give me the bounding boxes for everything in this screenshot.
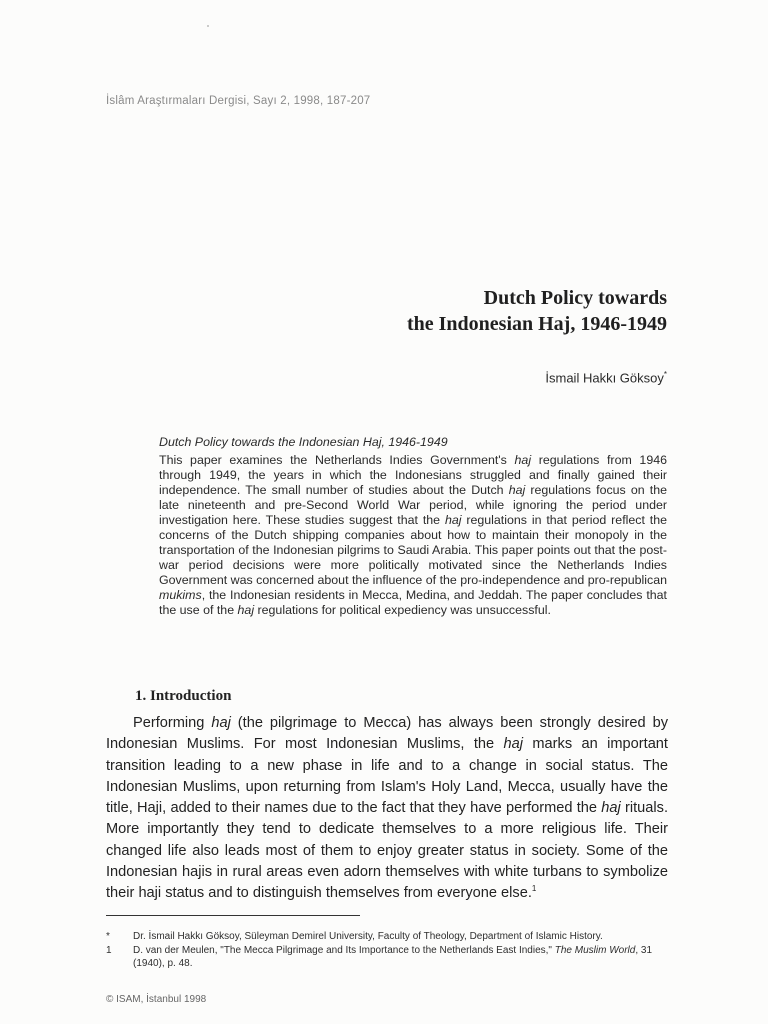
footnotes xyxy=(106,930,671,971)
body-text: Performing xyxy=(133,715,212,731)
abstract-text: regulations from 1946 through 1949, the years in which the Indonesians struggled and finally gained their independence. The small number of studies about the Dutch xyxy=(159,453,667,497)
abstract-text: regulations for political expediency was unsuccessful. xyxy=(254,603,551,617)
footnote-mark: 1 xyxy=(106,944,112,956)
author-footnote-mark: * xyxy=(663,370,667,379)
footnote-text: Dr. İsmail Hakkı Göksoy, Süleyman Demirel University, Faculty of Theology, Department of Islamic History. xyxy=(133,931,603,942)
copyright: © ISAM, İstanbul 1998 xyxy=(106,994,207,1005)
article-title-line-1: Dutch Policy towards xyxy=(483,287,667,309)
article-title xyxy=(147,285,667,337)
body-text: marks an important transition leading to a new phase in life and to a change in social status. The Indonesian Muslims, upon returning from Islam's Holy Land, Mecca, usually have the title, Haji, added to their names due to the fact that they have performed the xyxy=(106,736,668,817)
footnote-reference[interactable]: 1 xyxy=(531,884,537,894)
abstract-text: , the Indonesian residents in Mecca, Medina, and Jeddah. The paper concludes that the use of the xyxy=(159,588,667,617)
body-term: haj xyxy=(601,800,621,817)
article-title-line-2: the Indonesian Haj, 1946-1949 xyxy=(406,313,667,335)
body-text: (the pilgrimage to Mecca) has always been strongly desired by Indonesian Muslims. For most Indonesian Muslims, the xyxy=(106,715,668,753)
body-term: haj xyxy=(503,736,523,753)
abstract-text: regulations focus on the late nineteenth and pre-Second World War period, while ignoring the period under investigation here. These studies suggest that the xyxy=(159,483,667,527)
section-heading: 1. Introduction xyxy=(135,688,232,704)
footnote-citation: D. van der Meulen, "The Mecca Pilgrimage and Its Importance to the Netherlands East Indies," xyxy=(133,944,555,956)
footnote-author xyxy=(106,930,671,944)
body-text: rituals. More importantly they tend to dedicate themselves to a more religious life. Their changed life also leads most of them to enjoy greater status in society. Some of the Indonesian hajis in rural areas even adorn themselves with white turbans to symbolize their haji status and to distinguish themselves from everyone else. xyxy=(106,800,668,902)
abstract-text: regulations in that period reflect the concerns of the Dutch shipping companies about how to maintain their monopoly in the transportation of the Indonesian pilgrims to Saudi Arabia. This paper points out that the post-war period decisions were more politically motivated since the Netherlands Indies Government was concerned about the influence of the pro-independence and pro-republican xyxy=(159,513,668,587)
body-term: haj xyxy=(211,715,231,731)
footnote-text xyxy=(133,944,671,971)
footnote-1 xyxy=(106,944,671,971)
abstract xyxy=(159,435,667,618)
footnote-mark: * xyxy=(106,931,110,942)
abstract-term: haj xyxy=(514,453,532,467)
abstract-text: This paper examines the Netherlands Indies Government's xyxy=(159,453,515,467)
footnote-journal: The Muslim World xyxy=(554,944,636,956)
abstract-body xyxy=(159,453,667,618)
abstract-term: haj xyxy=(444,513,462,527)
author xyxy=(545,370,667,385)
abstract-term: mukims xyxy=(159,588,202,602)
running-header: İslâm Araştırmaları Dergisi, Sayı 2, 1998, 187-207 xyxy=(106,95,371,107)
footnote-citation-end: , 31 (1940), p. 48. xyxy=(133,944,653,969)
abstract-term: haj xyxy=(508,483,526,497)
scan-speck xyxy=(207,25,209,27)
intro-paragraph xyxy=(106,713,668,905)
abstract-title: Dutch Policy towards the Indonesian Haj, 1946-1949 xyxy=(159,435,448,449)
footnote-divider xyxy=(106,915,360,916)
author-name: İsmail Hakkı Göksoy xyxy=(545,370,664,386)
abstract-term: haj xyxy=(237,603,255,617)
